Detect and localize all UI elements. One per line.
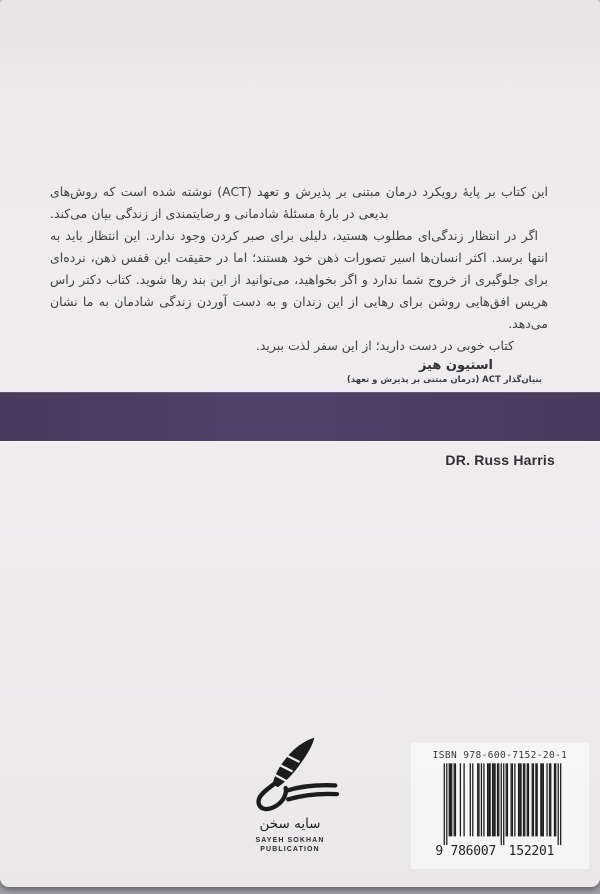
signature-name: استیون هیز — [418, 358, 494, 373]
publisher-name-english: SAYEH SOKHAN — [255, 837, 325, 844]
closing-line: کتاب خوبی در دست دارید؛ از این سفر لذت ببرید. — [255, 338, 514, 353]
blurb-paragraph-1 — [50, 181, 548, 225]
blurb-line: بدیعی در بارهٔ مسئلهٔ شادمانی و رضایتمندی از زندگی بیان می‌کند. — [50, 206, 389, 221]
quill-feather-icon — [236, 735, 344, 815]
blurb-line: برای جلوگیری از خروج شما ندارد و اگر بخواهید، می‌توانید از این بند رها شوید. کتاب دکتر راس — [50, 272, 548, 287]
blurb-line: انتها برسد. اکثر انسان‌ها اسیر تصورات ذهن خود هستند؛ اما در حقیقت این قفس ذهن، نرده‌ای — [50, 250, 548, 265]
barcode-block — [411, 743, 589, 869]
publisher-name-english-2: PUBLICATION — [260, 846, 320, 853]
signature-block — [346, 358, 542, 386]
blurb-line: اگر در انتظار زندگی‌ای مطلوب هستید، دلیلی برای صبر کردن وجود ندارد. این انتظار باید به — [50, 228, 538, 243]
barcode-bars — [444, 763, 562, 845]
blurb-text — [50, 181, 548, 386]
publisher-logo — [226, 735, 354, 854]
blurb-line: هریس افق‌هایی روشن برای رهایی از این زندان و به دست آوردن زندگی شادمان به ما نشان — [50, 294, 548, 309]
barcode-icon — [435, 763, 565, 859]
blurb-paragraph-2 — [50, 225, 548, 335]
barcode-digit-group-2: 786007 — [450, 843, 497, 859]
barcode-digit-group-1: 9 — [435, 843, 444, 859]
signature-title: بنیان‌گذار ACT (درمان مبتنی بر پذیرش و تعهد) — [346, 375, 542, 385]
purple-band — [0, 392, 600, 441]
blurb-line: می‌دهد. — [508, 316, 548, 331]
isbn-label: ISBN 978-600-7152-20-1 — [432, 750, 568, 761]
blurb-line: این کتاب بر پایهٔ رویکرد درمان مبتنی بر پذیرش و تعهد (ACT) نوشته شده است که روش‌های — [50, 184, 548, 199]
barcode-digit-group-3: 152201 — [508, 843, 555, 859]
author-name: DR. Russ Harris — [445, 452, 555, 468]
publisher-name-farsi: سایه سخن — [259, 816, 321, 832]
